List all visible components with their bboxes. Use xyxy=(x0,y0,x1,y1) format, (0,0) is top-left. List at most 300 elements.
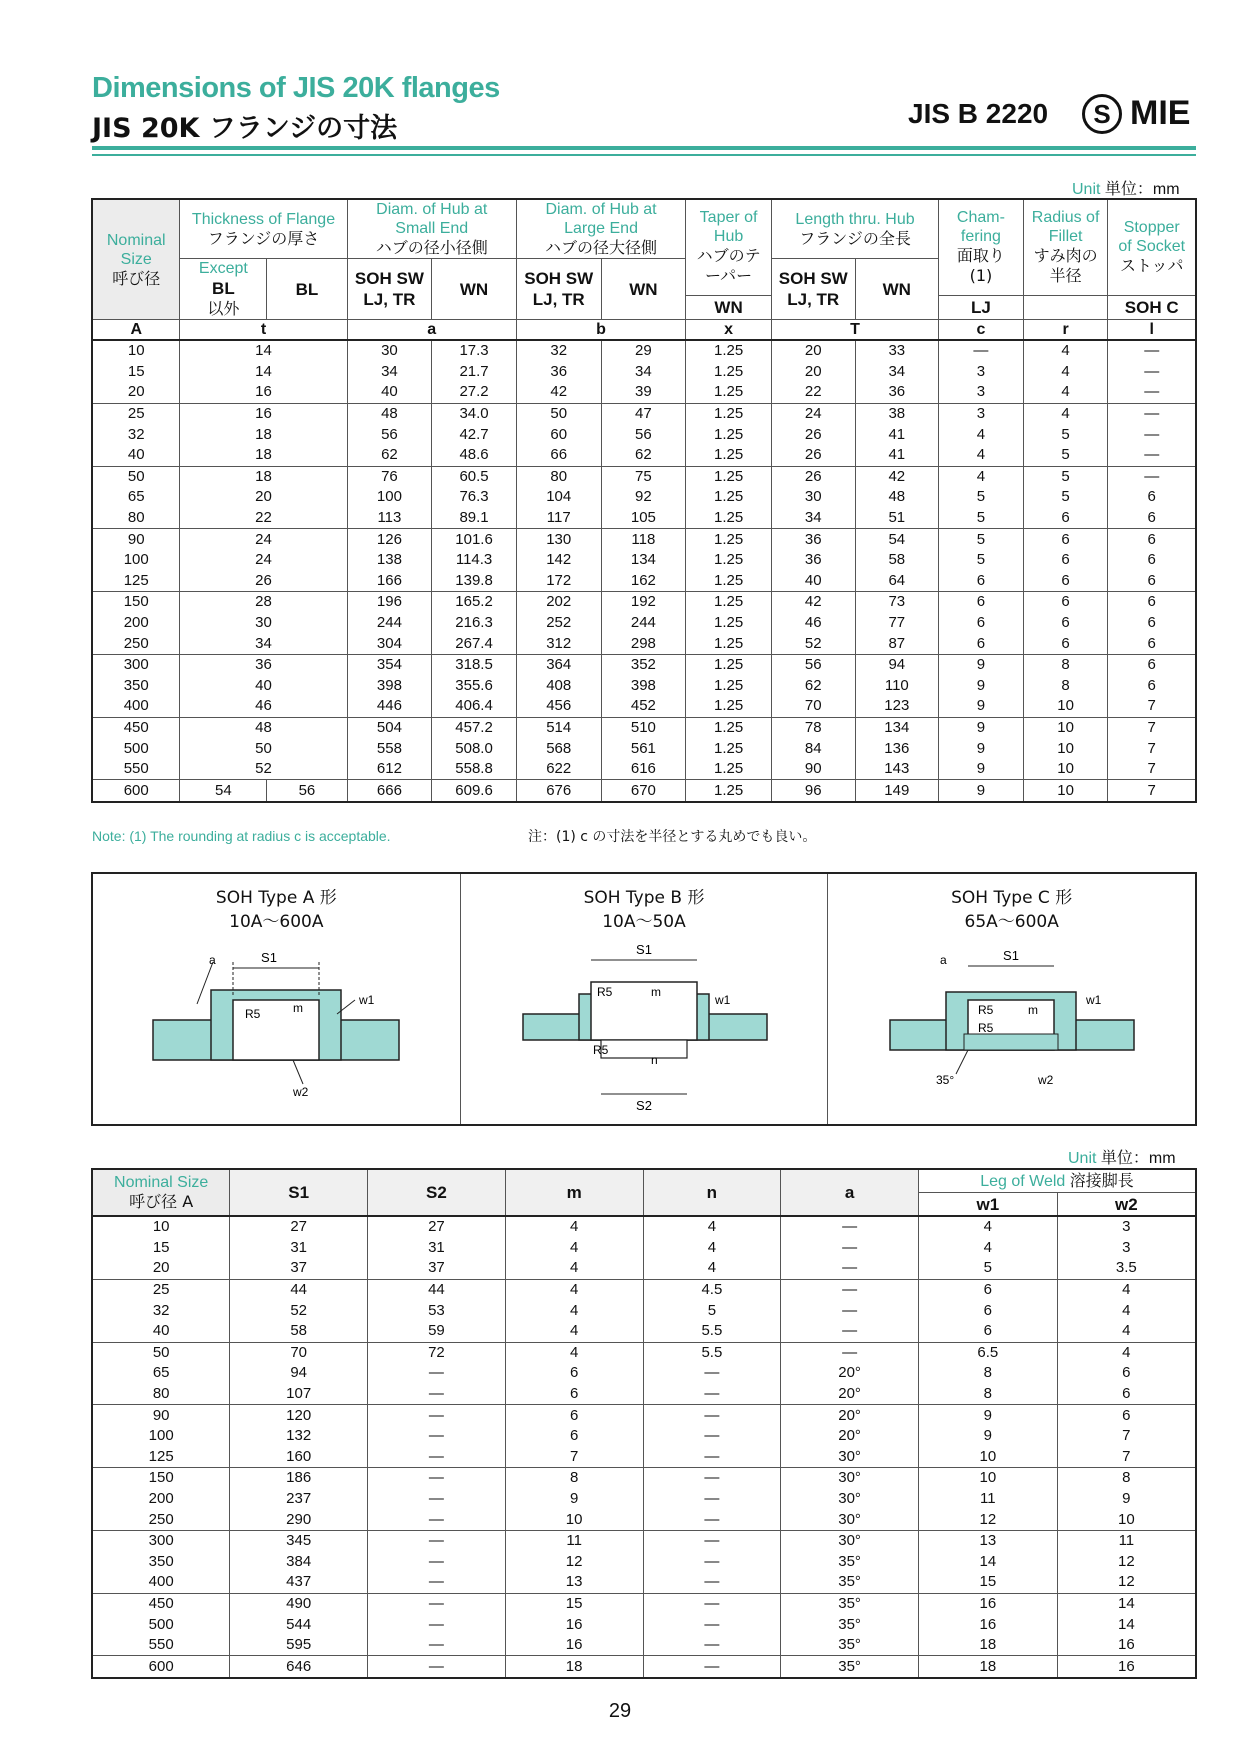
table-cell: 60 xyxy=(516,424,601,445)
table-cell: 5 xyxy=(1023,466,1108,487)
table-row xyxy=(92,1279,1196,1300)
table-row xyxy=(92,780,1196,802)
table-cell: 62 xyxy=(601,445,686,466)
table-cell: 9 xyxy=(918,1405,1057,1426)
table-cell: — xyxy=(368,1447,506,1468)
table-cell: 30° xyxy=(781,1530,919,1551)
table-cell: 355.6 xyxy=(432,676,517,697)
table-cell: 48 xyxy=(855,487,939,508)
table-cell: 20 xyxy=(92,1258,230,1279)
table-cell: 196 xyxy=(347,592,432,613)
table-cell: 36 xyxy=(180,654,347,675)
diag-a-a: a xyxy=(209,953,216,967)
table-cell: 237 xyxy=(230,1489,368,1510)
table-cell: 4 xyxy=(1057,1300,1196,1321)
diagram-a-title: SOH Type A 形 xyxy=(215,888,337,908)
table-cell: 398 xyxy=(601,676,686,697)
table-cell: 50 xyxy=(92,1342,230,1363)
table-cell: 40 xyxy=(771,571,855,592)
table-cell: 300 xyxy=(92,1530,230,1551)
table-cell: 77 xyxy=(855,613,939,634)
table-row xyxy=(92,403,1196,424)
th-stopper: Stopper of Socket ストッパ xyxy=(1108,199,1196,295)
table-cell: 3 xyxy=(1057,1216,1196,1238)
table-cell: 10 xyxy=(1057,1509,1196,1530)
table-cell: 1.25 xyxy=(686,780,772,802)
table-cell: 6 xyxy=(918,1300,1057,1321)
table-cell: 12 xyxy=(505,1552,643,1573)
table-cell: 52 xyxy=(771,633,855,654)
table-cell: 40 xyxy=(347,382,432,403)
table-cell: 267.4 xyxy=(432,633,517,654)
table-cell: 18 xyxy=(180,445,347,466)
table-cell: 16 xyxy=(505,1635,643,1656)
table-row xyxy=(92,759,1196,780)
table-cell: 4 xyxy=(1057,1321,1196,1342)
table-cell: 4 xyxy=(918,1216,1057,1238)
table-cell: 7 xyxy=(1108,780,1196,802)
table-cell: 25 xyxy=(92,1279,230,1300)
table-cell: 4 xyxy=(939,445,1024,466)
table-row xyxy=(92,1530,1196,1551)
table-cell: 6 xyxy=(939,592,1024,613)
table-cell: 52 xyxy=(180,759,347,780)
table-row xyxy=(92,529,1196,550)
table-cell: 6 xyxy=(939,633,1024,654)
th2-n: n xyxy=(643,1169,781,1216)
table-cell: 4 xyxy=(1023,403,1108,424)
table-cell: 30° xyxy=(781,1447,919,1468)
table-cell: 4 xyxy=(505,1321,643,1342)
table-cell: 514 xyxy=(516,717,601,738)
diag-c-angle: 35° xyxy=(936,1073,955,1087)
table-cell: 10 xyxy=(1023,780,1108,802)
th2-w1: w1 xyxy=(918,1193,1057,1217)
table-cell: 165.2 xyxy=(432,592,517,613)
table-cell: 6 xyxy=(1057,1405,1196,1426)
table-cell: 9 xyxy=(1057,1489,1196,1510)
table-cell: 1.25 xyxy=(686,613,772,634)
table-cell: 36 xyxy=(771,529,855,550)
table-cell: 7 xyxy=(1108,696,1196,717)
table-cell: 1.25 xyxy=(686,696,772,717)
table-cell: 13 xyxy=(918,1530,1057,1551)
table-row xyxy=(92,466,1196,487)
table-row xyxy=(92,1509,1196,1530)
table-cell: 6 xyxy=(1057,1363,1196,1384)
table-cell: — xyxy=(1108,424,1196,445)
table-cell: — xyxy=(368,1468,506,1489)
letter-r: r xyxy=(1023,320,1108,341)
table-cell: 44 xyxy=(230,1279,368,1300)
table-cell: 52 xyxy=(230,1300,368,1321)
table-cell: 5 xyxy=(939,529,1024,550)
table-cell: — xyxy=(643,1635,781,1656)
table-cell: — xyxy=(643,1489,781,1510)
table-cell: 200 xyxy=(92,1489,230,1510)
th-nominal: Nominal Size 呼び径 xyxy=(92,199,180,320)
table-cell: 4 xyxy=(1057,1342,1196,1363)
table-cell: 14 xyxy=(1057,1593,1196,1614)
header-rule xyxy=(92,146,1196,150)
table-cell: — xyxy=(643,1447,781,1468)
table-cell: — xyxy=(1108,340,1196,362)
table-cell: 113 xyxy=(347,508,432,529)
unit-label: Unit 単位：mm xyxy=(1072,181,1180,198)
table-cell: 26 xyxy=(771,424,855,445)
table-cell: 4 xyxy=(1023,362,1108,383)
table-cell: 406.4 xyxy=(432,696,517,717)
table-cell: 18 xyxy=(918,1635,1057,1656)
table-row xyxy=(92,424,1196,445)
table-cell: 600 xyxy=(92,1656,230,1678)
table-cell: 166 xyxy=(347,571,432,592)
table-cell: 110 xyxy=(855,676,939,697)
table-cell: 1.25 xyxy=(686,529,772,550)
table-cell: 216.3 xyxy=(432,613,517,634)
table-cell: 17.3 xyxy=(432,340,517,362)
table-row xyxy=(92,1635,1196,1656)
table-cell: 32 xyxy=(92,1300,230,1321)
table-cell: 1.25 xyxy=(686,759,772,780)
table-cell: 244 xyxy=(347,613,432,634)
table-cell: 40 xyxy=(92,1321,230,1342)
table-cell: 48 xyxy=(180,717,347,738)
table-cell: 504 xyxy=(347,717,432,738)
table-row xyxy=(92,1614,1196,1635)
table-cell: 35° xyxy=(781,1656,919,1678)
table-cell: 94 xyxy=(855,654,939,675)
table-cell: 47 xyxy=(601,403,686,424)
table-cell: 14 xyxy=(918,1552,1057,1573)
table-cell: 1.25 xyxy=(686,717,772,738)
table-row xyxy=(92,1384,1196,1405)
table-cell: 622 xyxy=(516,759,601,780)
table-cell: 500 xyxy=(92,738,180,759)
table-cell: 16 xyxy=(180,403,347,424)
table-cell: 1.25 xyxy=(686,592,772,613)
table-cell: 5 xyxy=(939,508,1024,529)
table-cell: — xyxy=(643,1405,781,1426)
table-cell: 92 xyxy=(601,487,686,508)
table-cell: — xyxy=(643,1384,781,1405)
th-small-end: Diam. of Hub at Small End ハブの径小径側 xyxy=(347,199,516,259)
table-cell: 350 xyxy=(92,676,180,697)
table-cell: 508.0 xyxy=(432,738,517,759)
table-cell: 4 xyxy=(505,1258,643,1279)
letter-b: b xyxy=(516,320,685,341)
table-cell: 1.25 xyxy=(686,403,772,424)
table-cell: 36 xyxy=(516,362,601,383)
table-cell: 64 xyxy=(855,571,939,592)
table-cell: — xyxy=(643,1656,781,1678)
table-cell: — xyxy=(643,1614,781,1635)
table-cell: 6.5 xyxy=(918,1342,1057,1363)
table-cell: 56 xyxy=(347,424,432,445)
table-cell: 4 xyxy=(505,1342,643,1363)
diag-b-w1: w1 xyxy=(714,993,731,1007)
socket-dimensions-table xyxy=(91,1168,1197,1679)
table-cell: 20 xyxy=(771,362,855,383)
table-cell: 15 xyxy=(92,1238,230,1259)
table-cell: — xyxy=(368,1614,506,1635)
table-cell: 558 xyxy=(347,738,432,759)
table-cell: — xyxy=(368,1426,506,1447)
table-cell: 35° xyxy=(781,1552,919,1573)
table-row xyxy=(92,592,1196,613)
table-row xyxy=(92,382,1196,403)
table-cell: 4 xyxy=(939,466,1024,487)
table-cell: 1.25 xyxy=(686,340,772,362)
table-cell: 51 xyxy=(855,508,939,529)
table-row xyxy=(92,1405,1196,1426)
diag-c-s1: S1 xyxy=(1003,948,1020,963)
table-cell: 27 xyxy=(368,1216,506,1238)
table-cell: 46 xyxy=(771,613,855,634)
table-row xyxy=(92,362,1196,383)
table-cell: 117 xyxy=(516,508,601,529)
table-cell: 4 xyxy=(643,1216,781,1238)
table-cell: 80 xyxy=(92,508,180,529)
table-cell: 56 xyxy=(601,424,686,445)
table-cell: 126 xyxy=(347,529,432,550)
table-cell: 73 xyxy=(855,592,939,613)
table-cell: — xyxy=(781,1279,919,1300)
table-cell: 16 xyxy=(918,1614,1057,1635)
table-cell: 30 xyxy=(180,613,347,634)
table-cell: 8 xyxy=(918,1363,1057,1384)
table-cell: 202 xyxy=(516,592,601,613)
table-cell: 7 xyxy=(505,1447,643,1468)
table-cell: 34 xyxy=(180,633,347,654)
table-cell: 96 xyxy=(771,780,855,802)
diagram-b-range: 10A～50A xyxy=(602,912,686,932)
table-cell: 345 xyxy=(230,1530,368,1551)
table-cell: 22 xyxy=(771,382,855,403)
table-cell: 510 xyxy=(601,717,686,738)
table-cell: 42 xyxy=(771,592,855,613)
table-cell: 354 xyxy=(347,654,432,675)
table-cell: 408 xyxy=(516,676,601,697)
table-cell: 80 xyxy=(92,1384,230,1405)
table-cell: 1.25 xyxy=(686,676,772,697)
table-cell: 298 xyxy=(601,633,686,654)
table-cell: 18 xyxy=(180,466,347,487)
table-cell: 76 xyxy=(347,466,432,487)
table-cell: 16 xyxy=(505,1614,643,1635)
table-cell: 72 xyxy=(368,1342,506,1363)
table-cell: 6 xyxy=(505,1384,643,1405)
table-cell: 666 xyxy=(347,780,432,802)
table-cell: 35° xyxy=(781,1593,919,1614)
table-cell: 5 xyxy=(1023,424,1108,445)
flange-type-b-drawing xyxy=(461,934,827,1124)
table-row xyxy=(92,1238,1196,1259)
table-cell: 6 xyxy=(1108,592,1196,613)
table-cell: 11 xyxy=(918,1489,1057,1510)
table-cell: 27.2 xyxy=(432,382,517,403)
table-cell: 1.25 xyxy=(686,571,772,592)
table-cell: 8 xyxy=(1023,654,1108,675)
table-cell: 676 xyxy=(516,780,601,802)
table-cell: 34 xyxy=(347,362,432,383)
table-cell: — xyxy=(643,1530,781,1551)
diag-b-n: n xyxy=(650,1053,658,1067)
table-cell: 24 xyxy=(180,529,347,550)
table-cell: 20° xyxy=(781,1426,919,1447)
table-cell: 364 xyxy=(516,654,601,675)
table-cell: — xyxy=(1108,466,1196,487)
table-cell: 1.25 xyxy=(686,738,772,759)
table-cell: 7 xyxy=(1108,759,1196,780)
table-cell: 12 xyxy=(1057,1552,1196,1573)
table-cell: 304 xyxy=(347,633,432,654)
table-cell: 32 xyxy=(516,340,601,362)
table-cell: 4.5 xyxy=(643,1279,781,1300)
table-cell: 48.6 xyxy=(432,445,517,466)
table-cell: 41 xyxy=(855,424,939,445)
table-cell: 56 xyxy=(771,654,855,675)
th-x-wn: WN xyxy=(686,295,772,319)
table-cell: 18 xyxy=(918,1656,1057,1678)
diag-a-m: m xyxy=(293,1001,303,1015)
table-cell: 6 xyxy=(939,571,1024,592)
table-row xyxy=(92,654,1196,675)
table-cell: 3.5 xyxy=(1057,1258,1196,1279)
table-cell: 125 xyxy=(92,571,180,592)
table-cell: 10 xyxy=(505,1509,643,1530)
table-cell: — xyxy=(368,1635,506,1656)
table-cell: 107 xyxy=(230,1384,368,1405)
table-cell: 105 xyxy=(601,508,686,529)
table-cell: 29 xyxy=(601,340,686,362)
th-t-wn: WN xyxy=(855,259,939,320)
table-cell: 11 xyxy=(505,1530,643,1551)
table-cell: 446 xyxy=(347,696,432,717)
table-cell: 6 xyxy=(1108,550,1196,571)
table-cell: 318.5 xyxy=(432,654,517,675)
table-cell: 15 xyxy=(918,1572,1057,1593)
table-row xyxy=(92,1258,1196,1279)
table-cell: 16 xyxy=(918,1593,1057,1614)
table-cell: 6 xyxy=(1023,592,1108,613)
table-cell: 6 xyxy=(918,1279,1057,1300)
table-cell: 41 xyxy=(855,445,939,466)
table-cell: 10 xyxy=(92,1216,230,1238)
th-except-bl: Except BL 以外 xyxy=(180,259,267,320)
table-cell: 400 xyxy=(92,696,180,717)
table-cell: 42 xyxy=(855,466,939,487)
brand-name: MIE xyxy=(1130,94,1191,132)
table-cell: 10 xyxy=(918,1447,1057,1468)
letter-A: A xyxy=(92,320,180,341)
table-cell: 5 xyxy=(939,487,1024,508)
table-cell: 132 xyxy=(230,1426,368,1447)
th2-m: m xyxy=(505,1169,643,1216)
table-cell: 4 xyxy=(505,1279,643,1300)
diag-b-r5b: R5 xyxy=(592,1043,609,1057)
table-cell: 4 xyxy=(1023,340,1108,362)
table-cell: 150 xyxy=(92,1468,230,1489)
table-cell: 20 xyxy=(180,487,347,508)
diag-b-r5a: R5 xyxy=(596,985,613,999)
table-cell: 32 xyxy=(92,424,180,445)
table-cell: 3 xyxy=(939,362,1024,383)
table-cell: 50 xyxy=(180,738,347,759)
table-cell: 27 xyxy=(230,1216,368,1238)
letter-x: x xyxy=(686,320,772,341)
table-cell: 25 xyxy=(92,403,180,424)
diag-a-w2: w2 xyxy=(293,1085,309,1099)
table-cell: 1.25 xyxy=(686,362,772,383)
table-cell: 136 xyxy=(855,738,939,759)
table-row xyxy=(92,1593,1196,1614)
flange-dimensions-table xyxy=(91,198,1197,803)
flange-type-a-drawing xyxy=(93,934,459,1124)
table-cell: 12 xyxy=(918,1509,1057,1530)
table-cell: 6 xyxy=(505,1405,643,1426)
table-cell: 5 xyxy=(1023,487,1108,508)
table-cell: 40 xyxy=(92,445,180,466)
table-cell: 30 xyxy=(347,340,432,362)
table-cell: 20° xyxy=(781,1384,919,1405)
table-row xyxy=(92,633,1196,654)
table-cell: 9 xyxy=(505,1489,643,1510)
table-cell: 60.5 xyxy=(432,466,517,487)
table-cell: 149 xyxy=(855,780,939,802)
table-cell: 18 xyxy=(505,1656,643,1678)
diagram-type-a xyxy=(93,874,461,1124)
th-t-soh: SOH SW LJ, TR xyxy=(771,259,855,320)
table-cell: 1.25 xyxy=(686,654,772,675)
table-cell: 36 xyxy=(855,382,939,403)
table-cell: 550 xyxy=(92,759,180,780)
diag-c-r5a: R5 xyxy=(978,1003,994,1017)
table-cell: 30° xyxy=(781,1489,919,1510)
table-cell: 9 xyxy=(939,676,1024,697)
table-cell: 58 xyxy=(855,550,939,571)
table-cell: 6 xyxy=(1108,508,1196,529)
table-cell: 398 xyxy=(347,676,432,697)
table-cell: 114.3 xyxy=(432,550,517,571)
table-row xyxy=(92,1447,1196,1468)
table-cell: 9 xyxy=(939,717,1024,738)
table-cell: — xyxy=(1108,382,1196,403)
th-c-lj: LJ xyxy=(939,295,1024,319)
table-cell: 437 xyxy=(230,1572,368,1593)
table-cell: — xyxy=(781,1258,919,1279)
table-cell: 39 xyxy=(601,382,686,403)
table-cell: — xyxy=(781,1342,919,1363)
table-cell: 31 xyxy=(230,1238,368,1259)
table-cell: 162 xyxy=(601,571,686,592)
table-cell: 104 xyxy=(516,487,601,508)
table-cell: 550 xyxy=(92,1635,230,1656)
table-cell: 100 xyxy=(92,550,180,571)
table-cell: — xyxy=(368,1552,506,1573)
diag-c-a: a xyxy=(940,953,948,967)
table-cell: 66 xyxy=(516,445,601,466)
table-cell: — xyxy=(1108,403,1196,424)
diag-b-m: m xyxy=(650,985,661,999)
table-cell: 134 xyxy=(601,550,686,571)
table-cell: 616 xyxy=(601,759,686,780)
table-cell: 139.8 xyxy=(432,571,517,592)
table-cell: 561 xyxy=(601,738,686,759)
table-cell: 13 xyxy=(505,1572,643,1593)
table-cell: 101.6 xyxy=(432,529,517,550)
table-cell: 9 xyxy=(939,759,1024,780)
